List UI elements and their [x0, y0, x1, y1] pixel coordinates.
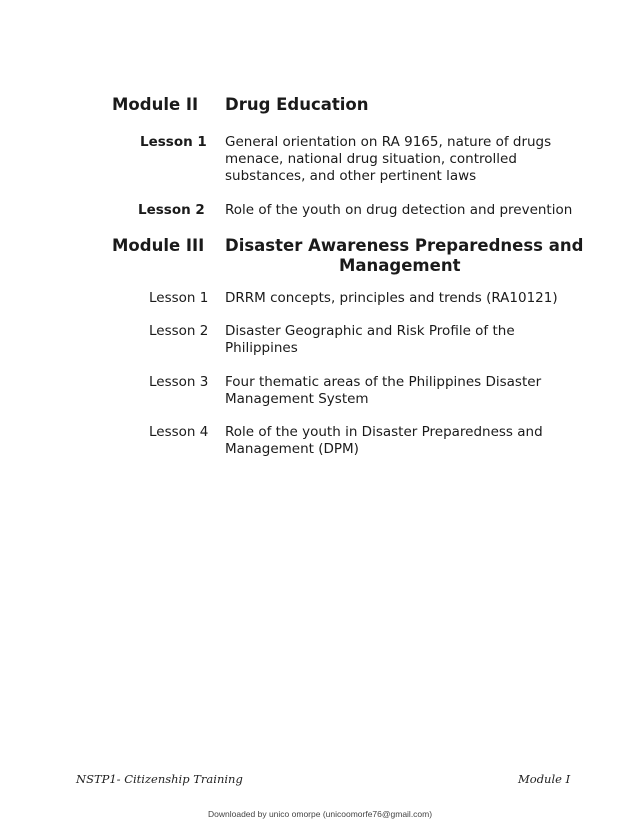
module-iii-lesson-2-label: Lesson 2: [149, 323, 209, 339]
footer-module-label: Module I: [518, 772, 571, 786]
text-line: Management (DPM): [225, 441, 359, 457]
module-iii-lesson-1-text: [225, 290, 615, 307]
text-line: Management System: [225, 391, 369, 407]
module-iii-title-line-2: Management: [339, 256, 461, 275]
footer-course-title: NSTP1- Citizenship Training: [76, 772, 243, 786]
text-line: Role of the youth in Disaster Preparedness and: [225, 424, 543, 440]
module-iii-lesson-4-text: [225, 424, 615, 458]
module-ii-lesson-1-text: [225, 134, 615, 185]
text-line: Disaster Geographic and Risk Profile of the: [225, 323, 515, 339]
module-ii-lesson-2-text: [225, 202, 625, 219]
download-notice: Downloaded by unico omorpe (unicoomorfe76@gmail.com): [208, 809, 433, 819]
module-ii-lesson-1-label: Lesson 1: [140, 134, 207, 150]
module-iii-lesson-3-text: [225, 374, 615, 408]
module-ii-title: Drug Education: [225, 95, 369, 114]
text-line: menace, national drug situation, controlled: [225, 151, 517, 167]
text-line: substances, and other pertinent laws: [225, 168, 477, 184]
module-ii-lesson-2-label: Lesson 2: [138, 202, 205, 218]
module-iii-lesson-1-label: Lesson 1: [149, 290, 209, 306]
text-line: General orientation on RA 9165, nature of drugs: [225, 134, 552, 150]
module-iii-label: Module III: [112, 236, 205, 255]
text-line: Four thematic areas of the Philippines Disaster: [225, 374, 542, 390]
text-line: Philippines: [225, 340, 298, 356]
module-iii-lesson-3-label: Lesson 3: [149, 374, 209, 390]
text-line: Role of the youth on drug detection and prevention: [225, 202, 573, 218]
module-ii-label: Module II: [112, 95, 199, 114]
text-line: DRRM concepts, principles and trends (RA10121): [225, 290, 558, 306]
module-iii-lesson-2-text: [225, 323, 615, 357]
module-iii-title-line-1: Disaster Awareness Preparedness and: [225, 236, 584, 255]
module-iii-lesson-4-label: Lesson 4: [149, 424, 209, 440]
